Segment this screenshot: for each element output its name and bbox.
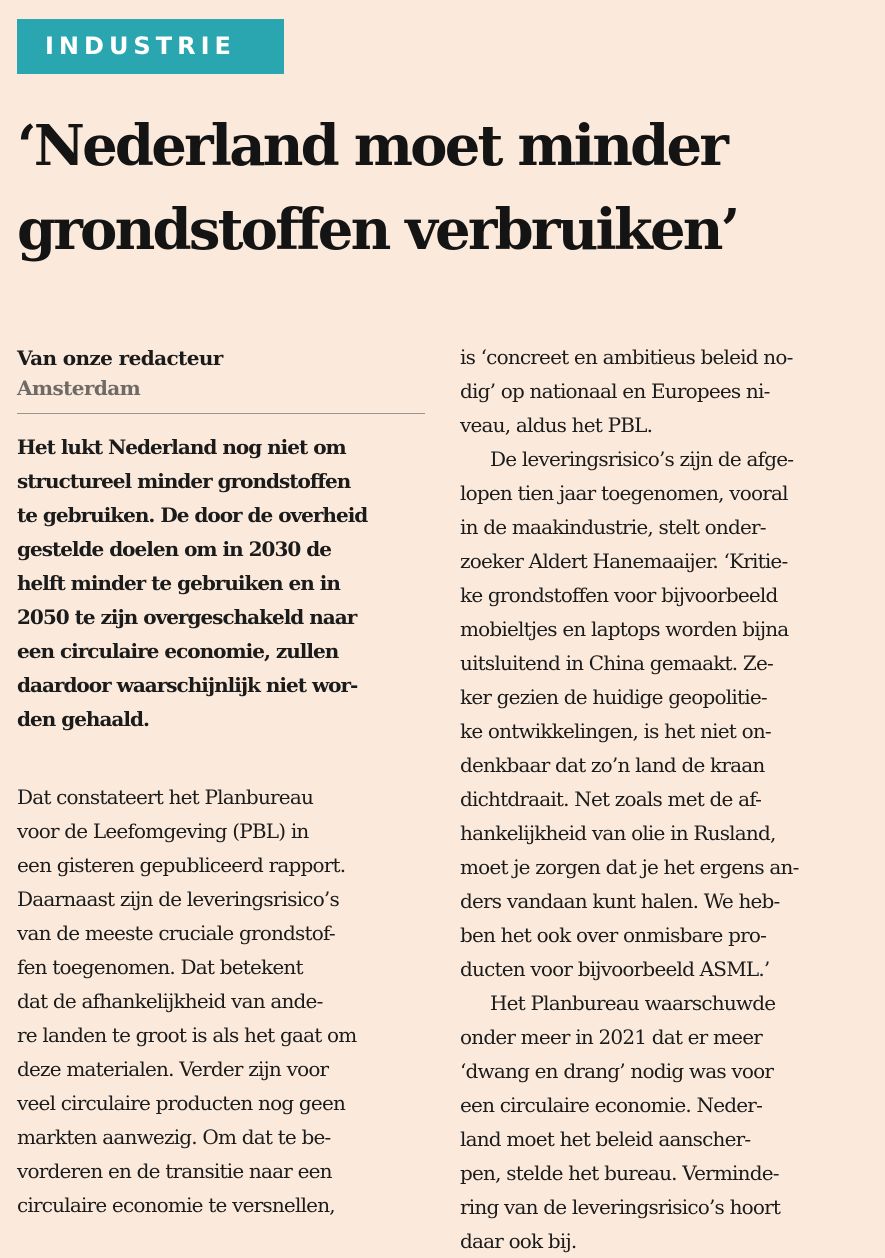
headline-line: ‘Nederland moet minder [17,113,727,179]
lead-line: te gebruiken. De door de overheid [17,503,368,527]
section-tag: INDUSTRIE [17,19,284,74]
body-line: een gisteren gepubliceerd rapport. [17,853,346,877]
body-line: land moet het beleid aanscher- [460,1127,751,1151]
body-line: een circulaire economie. Neder- [460,1093,763,1117]
body-line: mobieltjes en laptops worden bijna [460,617,789,641]
body-column-left [17,780,427,1222]
lead-line: den gehaald. [17,707,149,731]
body-line: ducten voor bijvoorbeeld ASML.’ [460,957,770,981]
body-line: re landen te groot is als het gaat om [17,1023,357,1047]
body-line: denkbaar dat zo’n land de kraan [460,753,765,777]
body-line: ders vandaan kunt halen. We heb- [460,889,780,913]
body-line: veau, aldus het PBL. [460,413,653,437]
body-line: ke grondstoffen voor bijvoorbeeld [460,583,778,607]
body-line: ker gezien de huidige geopolitie- [460,685,767,709]
body-line: fen toegenomen. Dat betekent [17,955,303,979]
lead-line: 2050 te zijn overgeschakeld naar [17,605,357,629]
body-line: onder meer in 2021 dat er meer [460,1025,762,1049]
lead-line: een circulaire economie, zullen [17,639,339,663]
body-line: Het Planbureau waarschuwde [490,991,776,1015]
lead-line: daardoor waarschijnlijk niet wor- [17,673,358,697]
lead-line: Het lukt Nederland nog niet om [17,435,346,459]
divider [17,413,425,414]
body-line: ke ontwikkelingen, is het niet on- [460,719,771,743]
body-line: uitsluitend in China gemaakt. Ze- [460,651,773,675]
body-line: lopen tien jaar toegenomen, vooral [460,481,788,505]
body-line: is ‘concreet en ambitieus beleid no- [460,345,793,369]
body-line: vorderen en de transitie naar een [17,1159,332,1183]
headline [17,104,877,272]
body-line: ring van de leveringsrisico’s hoort [460,1195,781,1219]
body-line: dichtdraait. Net zoals met de af- [460,787,762,811]
body-line: moet je zorgen dat je het ergens an- [460,855,799,879]
body-line: markten aanwezig. Om dat te be- [17,1125,331,1149]
body-line: De leveringsrisico’s zijn de afge- [490,447,794,471]
body-line: van de meeste cruciale grondstof- [17,921,335,945]
byline-place: Amsterdam [17,376,141,400]
body-line: in de maakindustrie, stelt onder- [460,515,766,539]
body-line: deze materialen. Verder zijn voor [17,1057,329,1081]
body-line: Dat constateert het Planbureau [17,785,314,809]
body-line: hankelijkheid van olie in Rusland, [460,821,776,845]
body-line: pen, stelde het bureau. Verminde- [460,1161,779,1185]
body-line: Daarnaast zijn de leveringsrisico’s [17,887,339,911]
lead-line: gestelde doelen om in 2030 de [17,537,331,561]
body-line: ‘dwang en drang’ nodig was voor [460,1059,774,1083]
body-line: dig’ op nationaal en Europees ni- [460,379,770,403]
body-line: veel circulaire producten nog geen [17,1091,346,1115]
lead-paragraph [17,430,427,736]
body-line: ben het ook over onmisbare pro- [460,923,767,947]
body-line: circulaire economie te versnellen, [17,1193,335,1217]
body-line: zoeker Aldert Hanemaaijer. ‘Kritie- [460,549,788,573]
body-line: voor de Leefomgeving (PBL) in [17,819,309,843]
byline-author: Van onze redacteur [17,346,223,370]
body-line: daar ook bij. [460,1229,577,1253]
headline-line: grondstoffen verbruiken’ [17,197,738,263]
lead-line: structureel minder grondstoffen [17,469,351,493]
body-line: dat de afhankelijkheid van ande- [17,989,323,1013]
body-column-right [460,340,880,1258]
byline [17,343,223,403]
lead-line: helft minder te gebruiken en in [17,571,340,595]
